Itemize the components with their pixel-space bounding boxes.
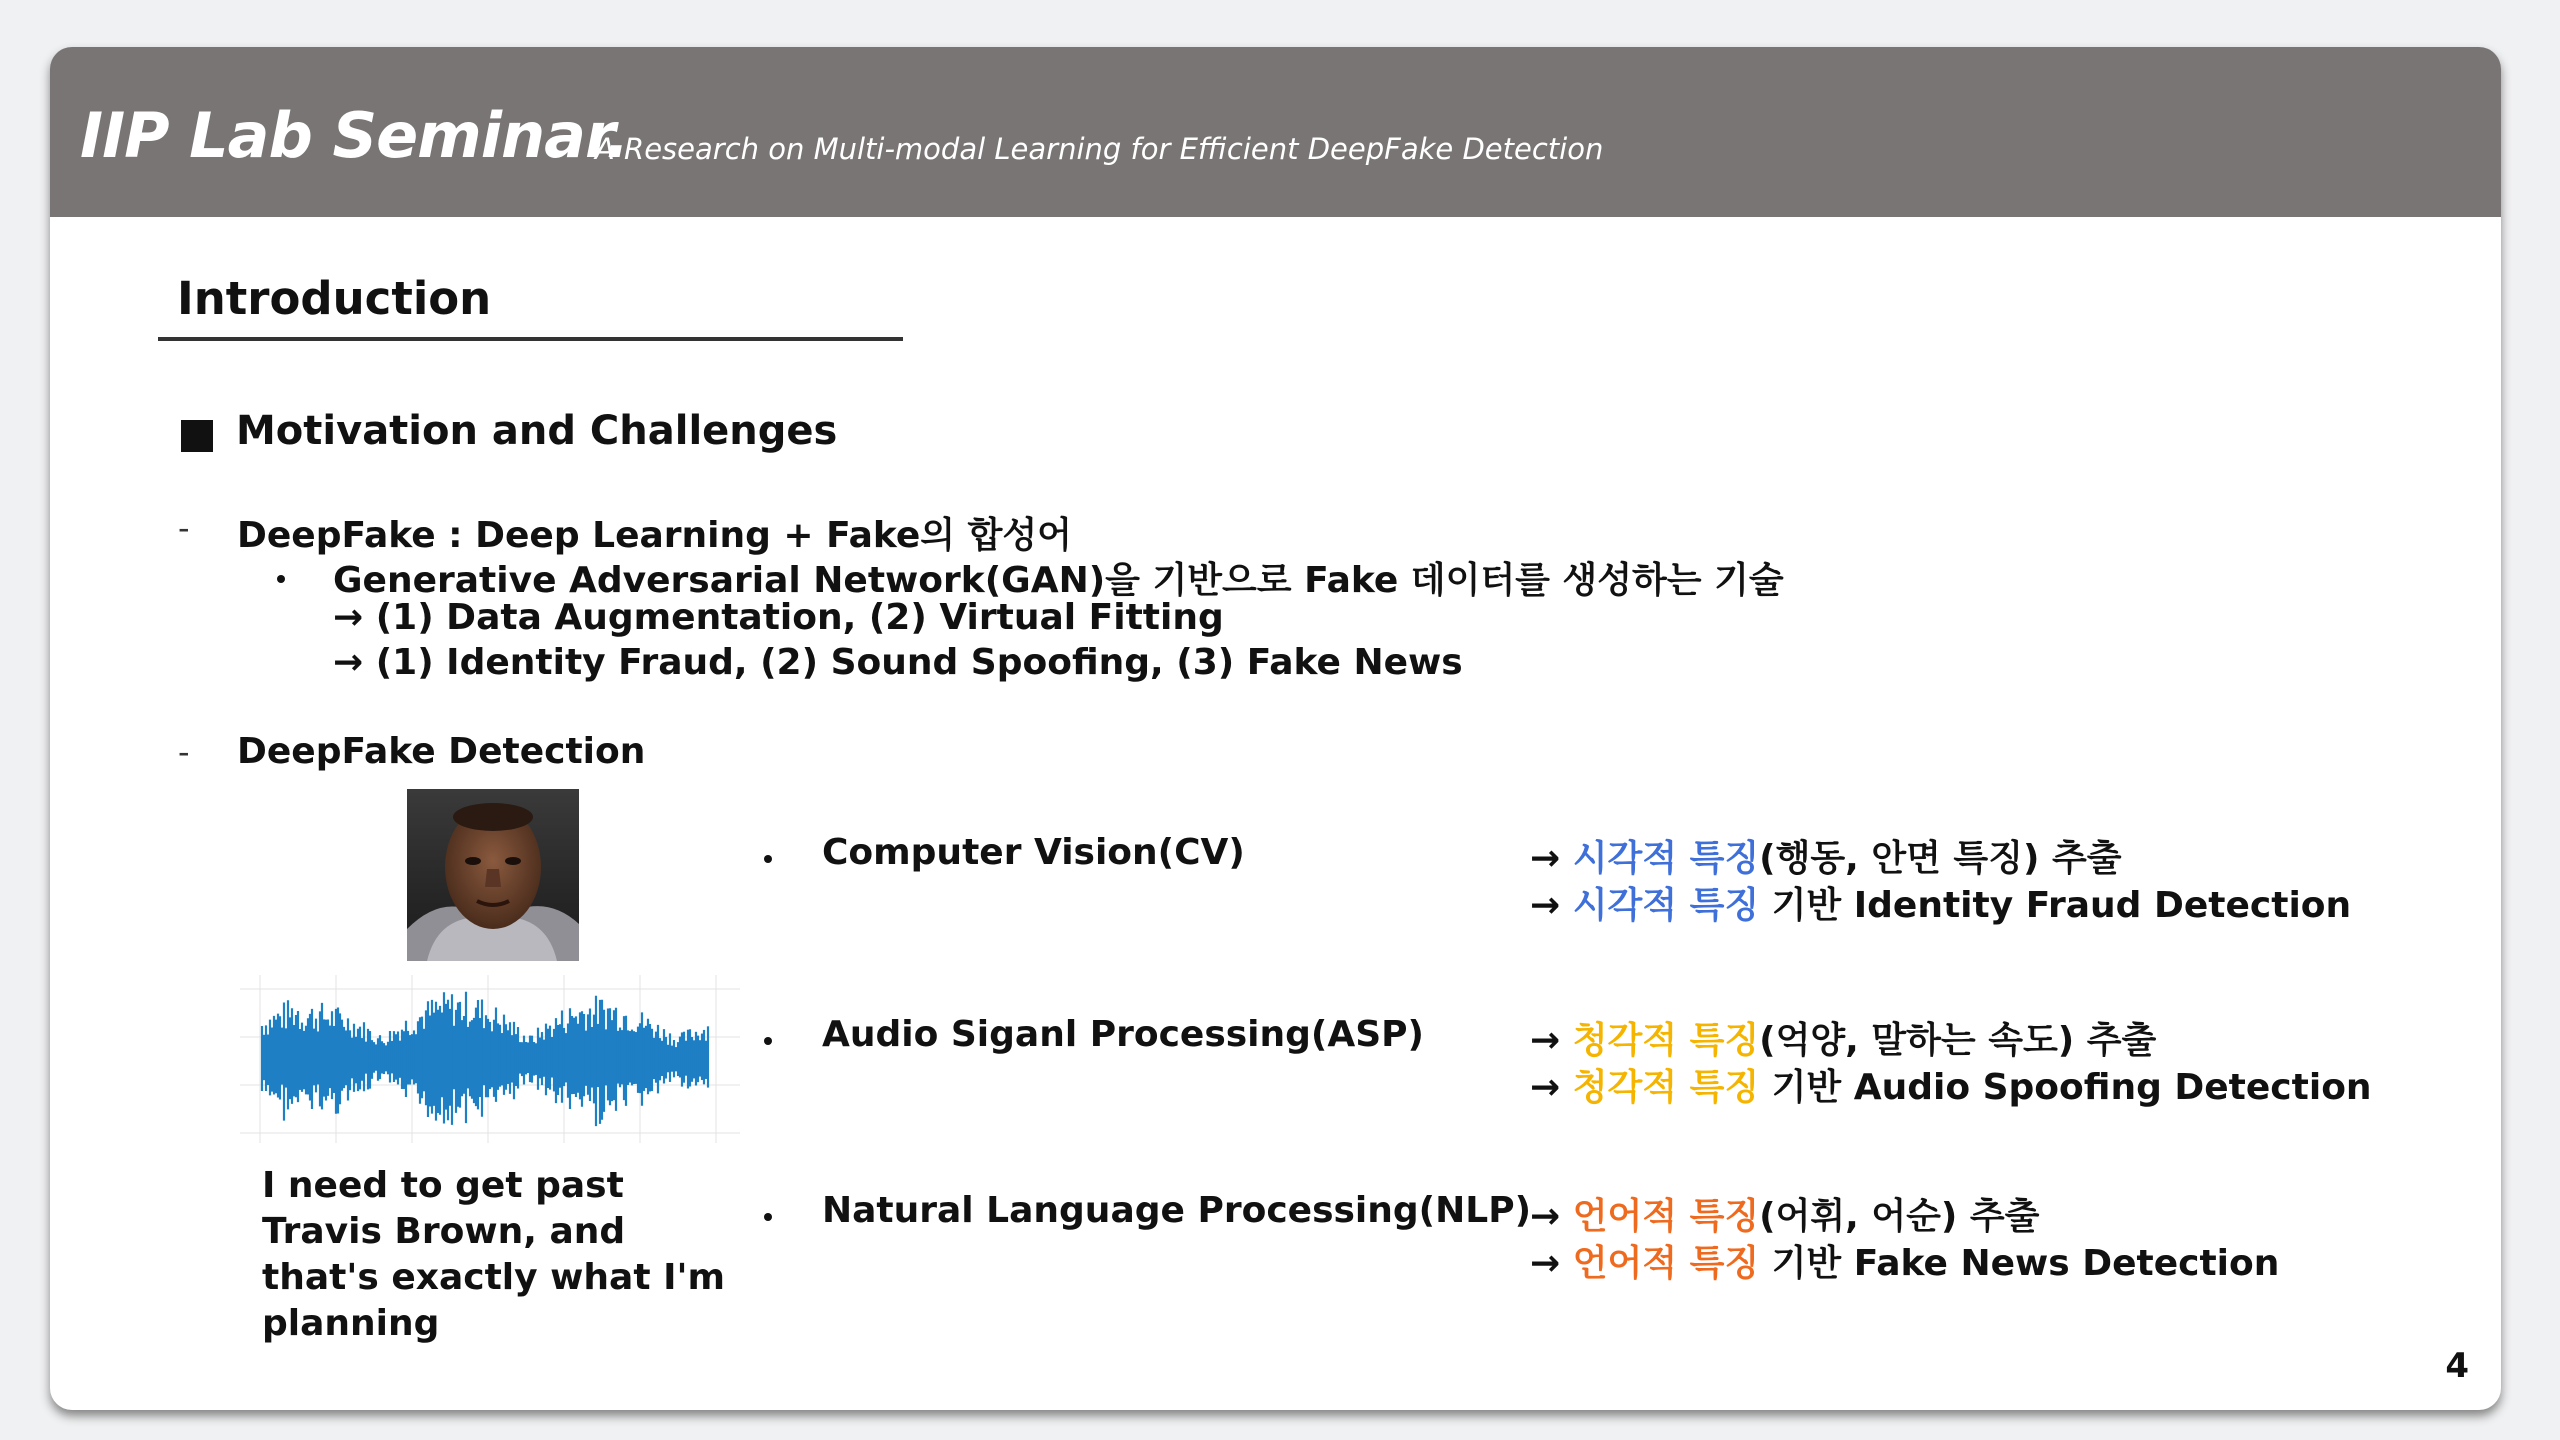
page-number: 4	[2445, 1346, 2469, 1386]
method-nlp: Natural Language Processing(NLP)	[822, 1190, 1532, 1231]
square-bullet-icon	[181, 420, 213, 452]
bullet-dot-icon	[764, 1037, 772, 1045]
detection-title: DeepFake Detection	[237, 731, 646, 772]
cv-feature-line: → 시각적 특징(행동, 안면 특징) 추출	[1530, 838, 2122, 879]
face-photo	[407, 789, 579, 961]
applications-positive: → (1) Data Augmentation, (2) Virtual Fitting	[333, 597, 1224, 638]
method-asp: Audio Siganl Processing(ASP)	[822, 1014, 1424, 1055]
bullet-dot-icon	[764, 855, 772, 863]
bullet-dot-icon	[764, 1213, 772, 1221]
section-title: Introduction	[177, 272, 492, 325]
dash-marker: -	[178, 509, 190, 547]
audio-waveform	[240, 975, 740, 1143]
cv-detection-line: → 시각적 특징 기반 Identity Fraud Detection	[1530, 885, 2352, 926]
heading-motivation: Motivation and Challenges	[236, 408, 838, 454]
asp-detection-line: → 청각적 특징 기반 Audio Spoofing Detection	[1530, 1067, 2372, 1108]
deepfake-definition: DeepFake : Deep Learning + Fake의 합성어	[237, 515, 1072, 556]
section-underline	[158, 337, 903, 341]
nlp-detection-line: → 언어적 특징 기반 Fake News Detection	[1530, 1243, 2280, 1284]
bullet-dot-icon	[277, 575, 285, 583]
gan-description: Generative Adversarial Network(GAN)을 기반으로 Fake 데이터를 생성하는 기술	[333, 560, 1784, 601]
slide	[50, 47, 2501, 1410]
header-bar	[50, 47, 2501, 217]
asp-feature-line: → 청각적 특징(억양, 말하는 속도) 추출	[1530, 1020, 2157, 1061]
transcript-quote: I need to get past Travis Brown, and that's exactly what I'm planning	[262, 1165, 725, 1344]
method-cv: Computer Vision(CV)	[822, 832, 1245, 873]
nlp-feature-line: → 언어적 특징(어휘, 어순) 추출	[1530, 1196, 2040, 1237]
applications-negative: → (1) Identity Fraud, (2) Sound Spoofing, (3) Fake News	[333, 642, 1463, 683]
dash-marker: -	[178, 733, 190, 771]
header-title: IIP Lab Seminar.	[80, 99, 629, 172]
header-subtitle: A Research on Multi-modal Learning for Efficient DeepFake Detection	[595, 132, 1604, 166]
